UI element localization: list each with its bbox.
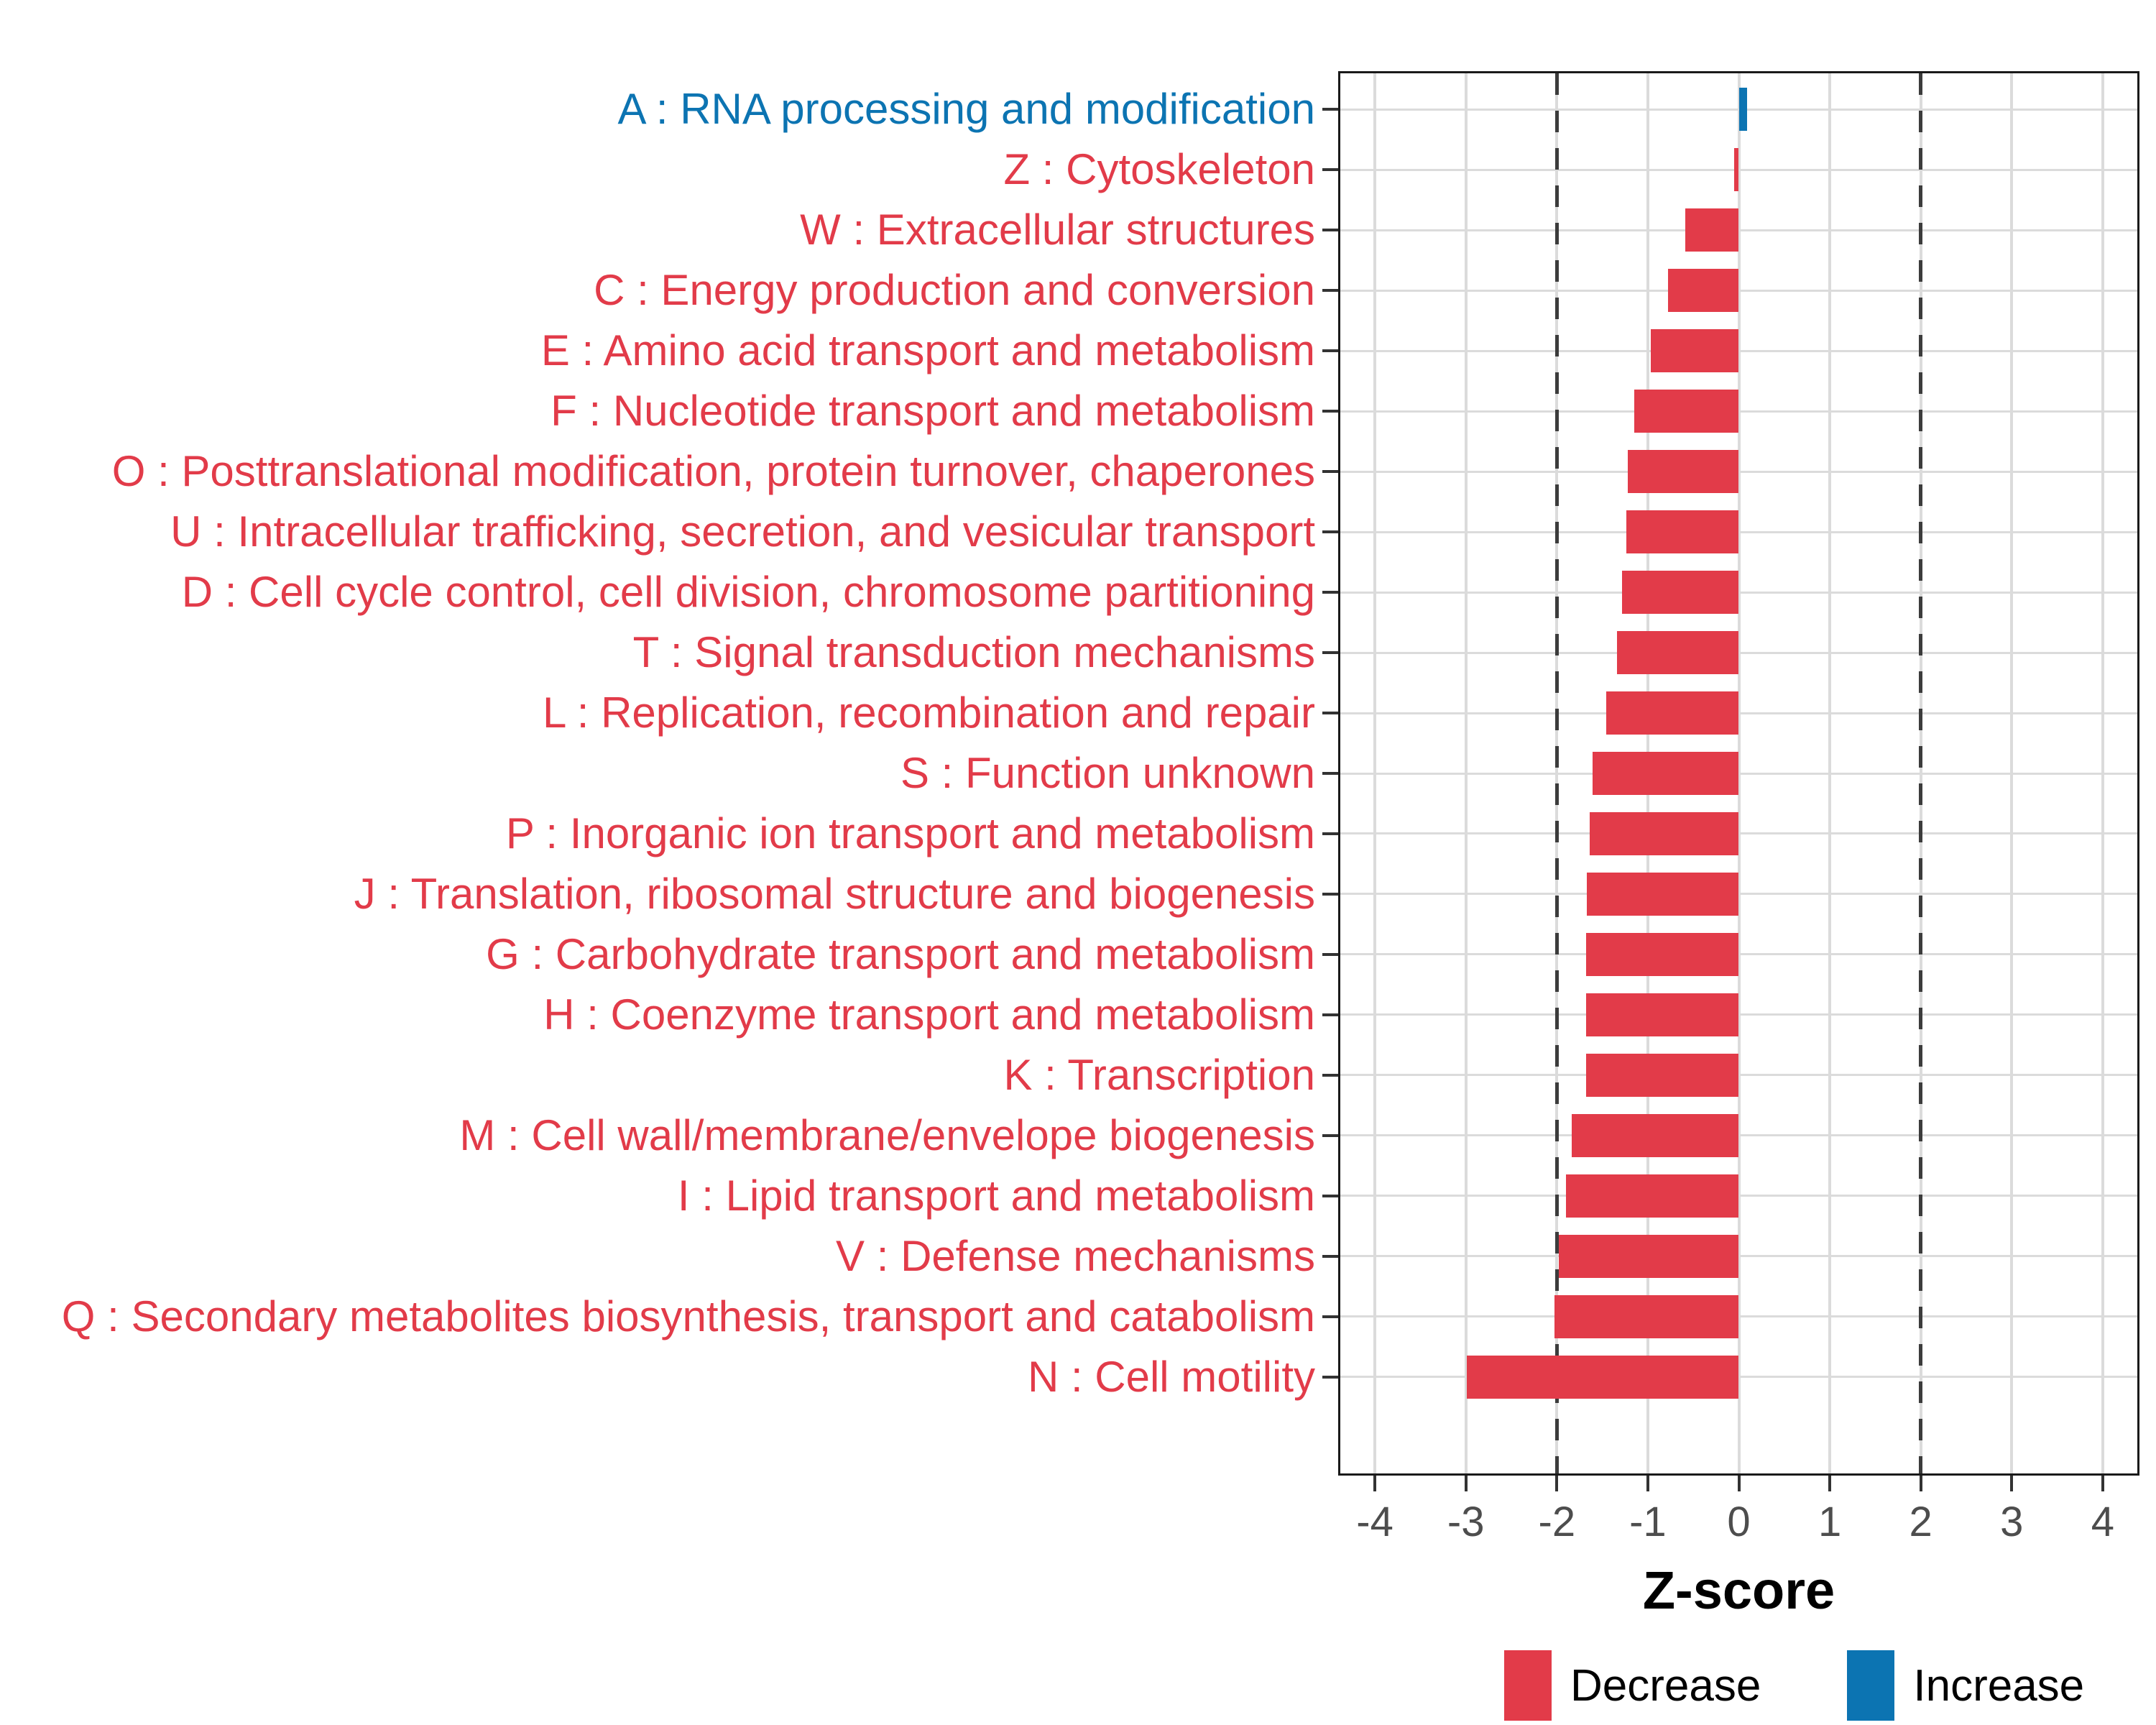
y-axis-tick (1322, 349, 1338, 352)
bar-u (1626, 510, 1739, 553)
x-axis-tick-label: -3 (1447, 1499, 1485, 1545)
gridline-y (1340, 712, 2137, 714)
bar-k (1586, 1054, 1739, 1097)
y-axis-tick (1322, 229, 1338, 231)
x-axis-tick-label: 1 (1818, 1499, 1842, 1545)
x-axis-tick-label: -4 (1356, 1499, 1393, 1545)
bar-m (1572, 1114, 1739, 1157)
y-axis-tick (1322, 1134, 1338, 1137)
y-axis-label: I : Lipid transport and metabolism (677, 1171, 1315, 1220)
gridline-y (1340, 1195, 2137, 1197)
y-axis-tick (1322, 168, 1338, 171)
y-axis-tick (1322, 1195, 1338, 1197)
x-axis-tick (1920, 1476, 1922, 1491)
y-axis-tick (1322, 289, 1338, 292)
y-axis-label: H : Coenzyme transport and metabolism (543, 990, 1315, 1039)
y-axis-label: N : Cell motility (1027, 1352, 1315, 1401)
gridline-y (1340, 652, 2137, 654)
y-axis-tick (1322, 108, 1338, 111)
bar-d (1622, 571, 1738, 614)
bar-o (1628, 450, 1738, 493)
y-axis-label: O : Posttranslational modification, protein turnover, chaperones (111, 447, 1315, 496)
y-axis-tick (1322, 772, 1338, 775)
y-axis-label: Z : Cytoskeleton (1003, 145, 1315, 194)
y-axis-label: W : Extracellular structures (800, 206, 1315, 254)
y-axis-label: F : Nucleotide transport and metabolism (550, 387, 1315, 436)
y-axis-label: K : Transcription (1003, 1050, 1315, 1099)
x-axis-tick (1738, 1476, 1741, 1491)
bar-w (1685, 208, 1739, 252)
y-axis-label: M : Cell wall/membrane/envelope biogenesis (459, 1110, 1315, 1159)
gridline-y (1340, 773, 2137, 775)
bar-f (1634, 390, 1739, 433)
bar-c (1668, 269, 1739, 312)
bar-e (1651, 329, 1739, 372)
gridline-y (1340, 1315, 2137, 1317)
legend-label-increase: Increase (1913, 1660, 2085, 1711)
gridline-y (1340, 1013, 2137, 1016)
y-axis-label: T : Signal transduction mechanisms (632, 628, 1315, 677)
bar-l (1606, 691, 1739, 735)
y-axis-tick (1322, 1074, 1338, 1077)
y-axis-tick (1322, 591, 1338, 594)
bar-z (1734, 148, 1738, 191)
gridline-y (1340, 531, 2137, 533)
legend-label-decrease: Decrease (1570, 1660, 1761, 1711)
y-axis-label: S : Function unknown (900, 749, 1315, 797)
bar-h (1586, 993, 1739, 1036)
y-axis-label: G : Carbohydrate transport and metabolism (486, 929, 1315, 978)
gridline-y (1340, 290, 2137, 292)
gridline-y (1340, 1134, 2137, 1136)
y-axis-label: A : RNA processing and modification (617, 85, 1315, 134)
gridline-y (1340, 229, 2137, 231)
y-axis-tick (1322, 1013, 1338, 1016)
legend-key-decrease (1504, 1650, 1552, 1721)
y-axis-label: C : Energy production and conversion (594, 266, 1315, 315)
gridline-y (1340, 953, 2137, 955)
bar-q (1554, 1295, 1739, 1338)
gridline-y (1340, 350, 2137, 352)
y-axis-tick (1322, 470, 1338, 473)
x-axis-tick (1465, 1476, 1468, 1491)
y-axis-tick (1322, 893, 1338, 896)
y-axis-tick (1322, 530, 1338, 533)
legend (1504, 1650, 2084, 1721)
gridline-y (1340, 832, 2137, 834)
y-axis-tick (1322, 832, 1338, 835)
gridline-y (1340, 410, 2137, 413)
gridline-y (1340, 1255, 2137, 1257)
gridline-y (1340, 1074, 2137, 1076)
plot-panel (1338, 71, 2139, 1476)
gridline-y (1340, 169, 2137, 171)
gridline-y (1340, 893, 2137, 895)
y-axis-tick (1322, 712, 1338, 714)
y-axis-label: L : Replication, recombination and repair (542, 689, 1315, 737)
y-axis-tick (1322, 651, 1338, 654)
x-axis-tick-label: 3 (2000, 1499, 2024, 1545)
gridline-y (1340, 592, 2137, 594)
y-axis-label: P : Inorganic ion transport and metabolism (505, 809, 1315, 857)
y-axis-tick (1322, 1376, 1338, 1379)
y-axis-label: Q : Secondary metabolites biosynthesis, transport and catabolism (61, 1292, 1315, 1340)
y-axis-tick (1322, 410, 1338, 413)
bar-v (1559, 1235, 1739, 1278)
x-axis-tick (1373, 1476, 1376, 1491)
x-axis-title: Z-score (1642, 1560, 1835, 1620)
bar-i (1566, 1174, 1739, 1218)
x-axis-tick (2101, 1476, 2104, 1491)
x-axis-tick (1646, 1476, 1649, 1491)
x-axis-tick-label: -2 (1538, 1499, 1576, 1545)
bar-j (1587, 873, 1738, 916)
y-axis-label: J : Translation, ribosomal structure and biogenesis (354, 869, 1315, 918)
gridline-y (1340, 1376, 2137, 1378)
bar-p (1590, 812, 1739, 855)
y-axis-tick (1322, 1255, 1338, 1258)
x-axis-tick-label: 0 (1727, 1499, 1751, 1545)
x-axis-tick-label: 4 (2091, 1499, 2115, 1545)
gridline-y (1340, 471, 2137, 473)
bar-n (1467, 1356, 1739, 1399)
bar-s (1593, 752, 1739, 795)
y-axis-label: E : Amino acid transport and metabolism (540, 326, 1315, 375)
legend-key-increase (1847, 1650, 1894, 1721)
reference-line (1919, 73, 1922, 1473)
bar-a (1739, 88, 1747, 131)
y-axis-label: V : Defense mechanisms (836, 1231, 1315, 1280)
x-axis-tick (1828, 1476, 1831, 1491)
x-axis-tick-label: -1 (1629, 1499, 1667, 1545)
x-axis-tick (1555, 1476, 1558, 1491)
y-axis-tick (1322, 1315, 1338, 1318)
y-axis-label: U : Intracellular trafficking, secretion, and vesicular transport (170, 507, 1315, 556)
y-axis-tick (1322, 953, 1338, 956)
x-axis-tick-label: 2 (1909, 1499, 1932, 1545)
bar-g (1586, 933, 1739, 976)
y-axis-label: D : Cell cycle control, cell division, chromosome partitioning (181, 568, 1315, 617)
x-axis-tick (2010, 1476, 2013, 1491)
bar-t (1617, 631, 1739, 674)
